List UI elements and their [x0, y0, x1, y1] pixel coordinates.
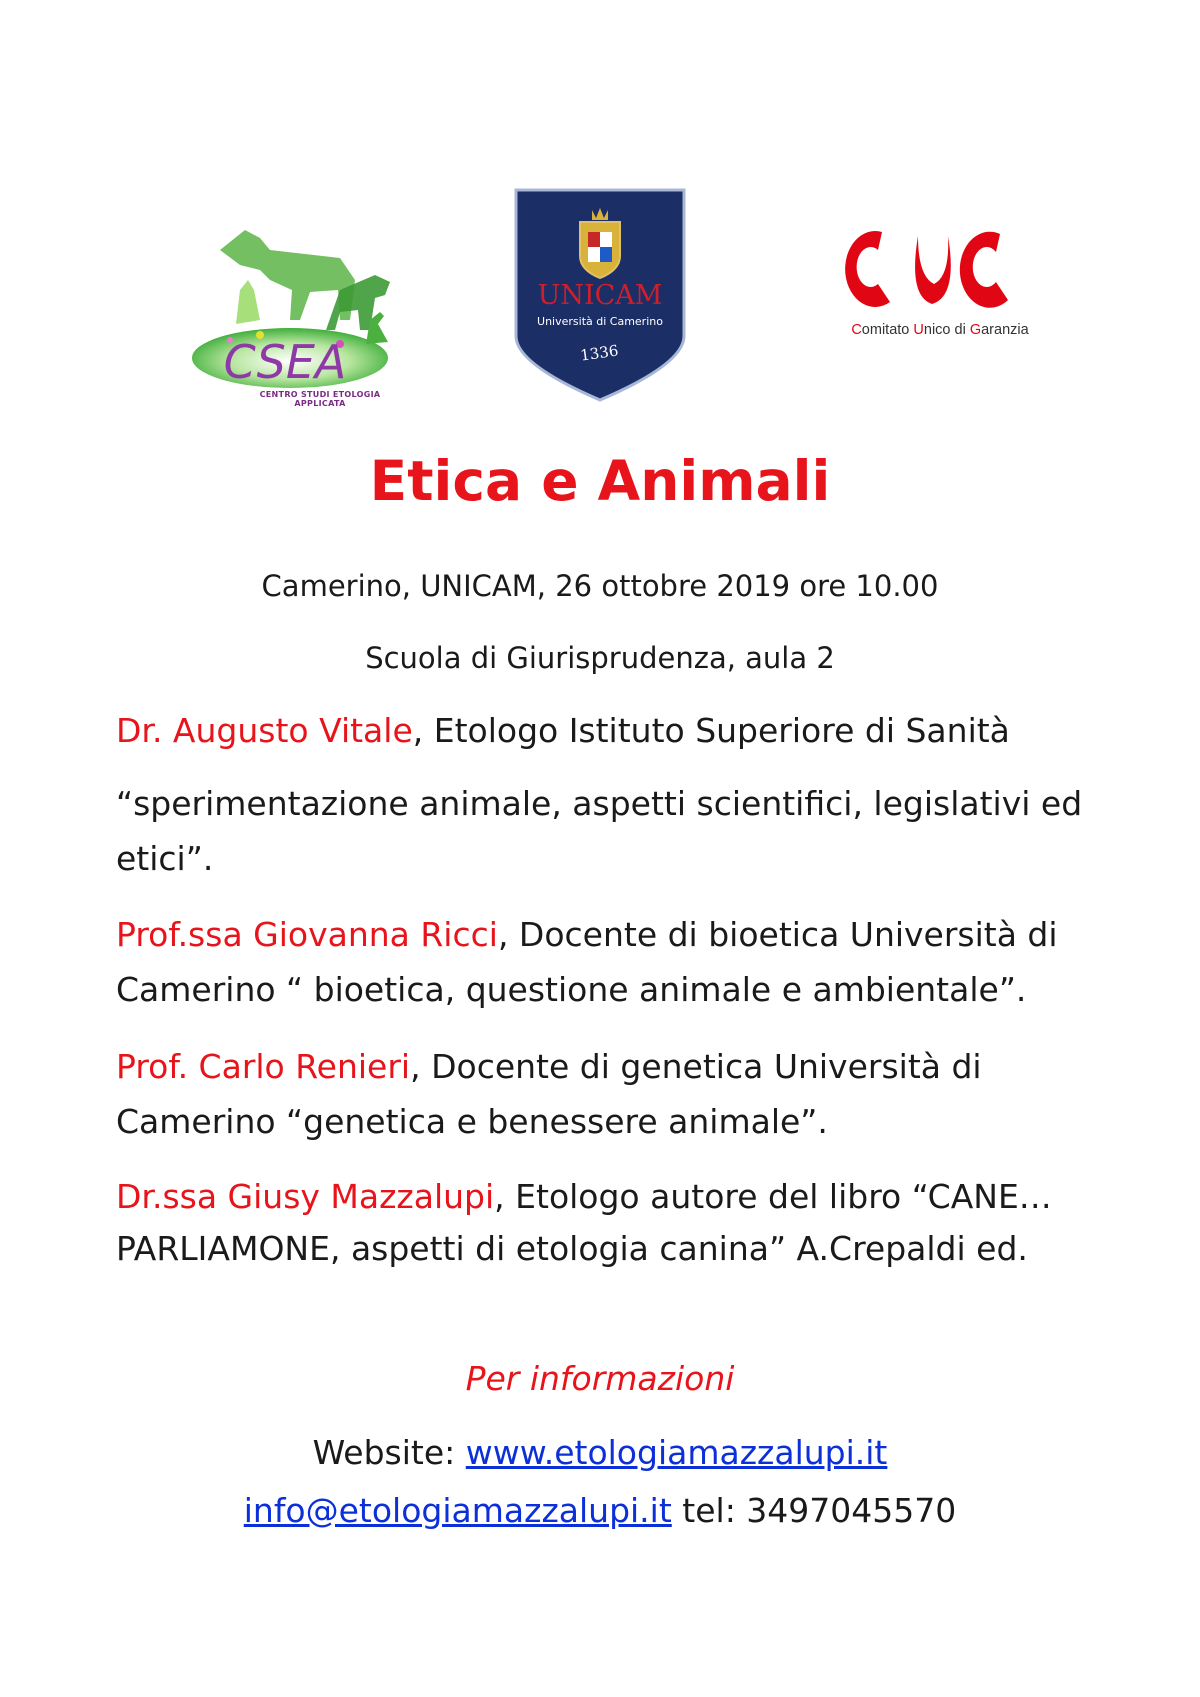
csea-caption: CENTRO STUDI ETOLOGIA APPLICATA	[259, 390, 381, 408]
cug-letter-c: C	[851, 322, 862, 338]
cug-text-2: nico di	[923, 322, 970, 338]
cug-text-1: omitato	[861, 322, 914, 338]
website-label: Website:	[312, 1433, 466, 1472]
speaker-4	[116, 1171, 1096, 1275]
cug-letter-u: U	[913, 322, 924, 338]
csea-animals-graphic	[190, 220, 400, 390]
cug-letter-g: G	[969, 322, 982, 338]
telephone-text: tel: 3497045570	[671, 1491, 957, 1530]
speaker-3-description: , Docente di genetica Università di Camerino “genetica e benessere animale”.	[116, 1047, 982, 1141]
speaker-4-description: , Etologo autore del libro “CANE…PARLIAMONE, aspetti di etologia canina” A.Crepaldi ed.	[116, 1177, 1052, 1268]
unicam-shield	[510, 186, 690, 406]
speaker-2	[116, 907, 1096, 1017]
speaker-2-description: , Docente di bioetica Università di Camerino “ bioetica, questione animale e ambientale”.	[116, 915, 1058, 1009]
speaker-1-topic: “sperimentazione animale, aspetti scientifici, legislativi ed etici”.	[116, 784, 1083, 878]
website-line	[0, 1433, 1200, 1472]
event-location-line: Scuola di Giurisprudenza, aula 2	[365, 641, 835, 675]
speaker-1	[116, 703, 1096, 758]
cug-mark	[830, 226, 1040, 316]
event-date-line: Camerino, UNICAM, 26 ottobre 2019 ore 10.00	[261, 569, 939, 603]
speaker-1-name: Dr. Augusto Vitale	[116, 711, 413, 750]
speaker-2-name: Prof.ssa Giovanna Ricci	[116, 915, 498, 954]
unicam-year: 1336	[579, 341, 620, 365]
speaker-3-name: Prof. Carlo Renieri	[116, 1047, 411, 1086]
cug-text-3: aranzia	[981, 322, 1029, 338]
speaker-1-role: , Etologo Istituto Superiore di Sanità	[412, 711, 1010, 750]
website-link[interactable]: www.etologiamazzalupi.it	[465, 1433, 888, 1472]
unicam-subtitle: Università di Camerino	[537, 315, 663, 328]
csea-wordmark: CSEA	[223, 335, 347, 389]
logo-row	[0, 180, 1200, 420]
csea-logo	[190, 220, 400, 410]
email-link[interactable]: info@etologiamazzalupi.it	[243, 1491, 672, 1530]
page-title: Etica e Animali	[369, 449, 831, 513]
cug-logo	[830, 226, 1040, 346]
unicam-wordmark: UNICAM	[537, 280, 663, 311]
contact-line	[0, 1491, 1200, 1530]
cug-caption	[840, 322, 1040, 338]
speaker-3	[116, 1039, 1096, 1149]
unicam-logo	[510, 186, 690, 406]
info-heading: Per informazioni	[465, 1359, 735, 1398]
speaker-4-name: Dr.ssa Giusy Mazzalupi	[116, 1177, 495, 1216]
